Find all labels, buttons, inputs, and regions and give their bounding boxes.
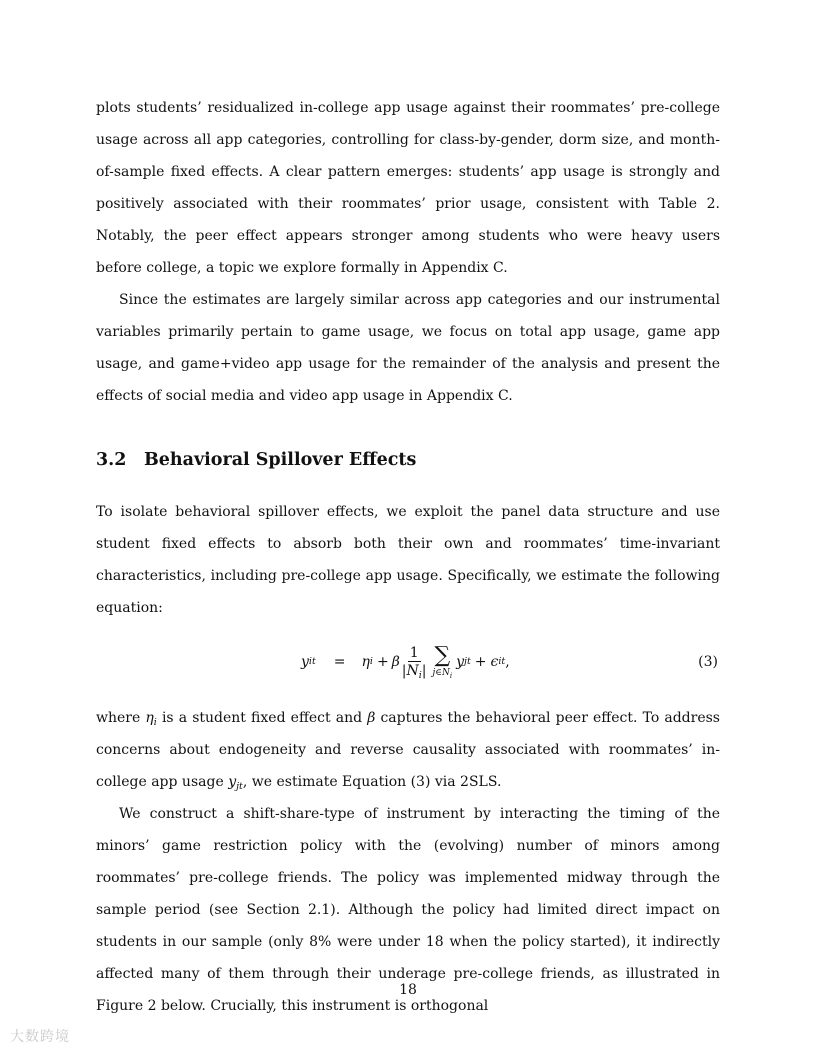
- eq-sum-index: $j\in N_i$: [432, 668, 453, 680]
- section-title: Behavioral Spillover Effects: [144, 450, 417, 470]
- page-number: 18: [399, 982, 417, 998]
- equation-3: [96, 628, 720, 696]
- paragraph-instrument: We construct a shift-share-type of instrument by interacting the timing of the minors’ game restriction policy with the (evolving) number of minors among roommates’ pre-college friends. The policy was implemented midway through the sample period (see Section 2.1). Although the policy had limited direct impact on students in our sample (only 8% were under 18 when the policy started), it indirectly affected many of them through their underage pre-college friends, as illustrated in Figure 2 below. Crucially, this instrument is orthogonal: [96, 806, 720, 1014]
- eq-frac-denominator: $|N_i|$: [401, 662, 427, 681]
- eq-sigma: ∑: [434, 643, 451, 668]
- eq-summation: [433, 645, 453, 679]
- eq-frac-numerator: 1: [409, 644, 419, 661]
- paragraph-results-discussion: plots students’ residualized in-college app usage against their roommates’ pre-college usage across all app categories, controlling for class-by-gender, dorm size, and month-of-sample fixed effects. A clear pattern emerges: students’ app usage is strongly and positively associated with their roommates’ prior usage, consistent with Table 2. Notably, the peer effect appears stronger among students who were heavy users before college, a topic we explore formally in Appendix C.: [96, 100, 720, 276]
- eq-equals: =: [333, 654, 346, 670]
- equation-label: (3): [698, 654, 718, 670]
- eq-plus-1: +: [376, 654, 389, 670]
- page-body: [96, 92, 720, 1022]
- eq-fraction: [402, 645, 427, 680]
- watermark: 大数跨境: [10, 1029, 70, 1045]
- paragraph-method: To isolate behavioral spillover effects, we exploit the panel data structure and use student fixed effects to absorb both their own and roommates’ time-invariant characteristics, including pre-college app usage. Specifically, we estimate the following equation:: [96, 504, 720, 616]
- eq-plus-2: +: [474, 654, 487, 670]
- eq-beta: β: [391, 654, 400, 670]
- equation-body: [301, 628, 510, 696]
- eq-trailing-comma: ,: [505, 654, 510, 670]
- eq-y: y: [456, 654, 465, 670]
- eq-lhs-sub: it: [308, 656, 316, 667]
- eq-y-sub: jt: [464, 656, 471, 667]
- paragraph-equation-explanation: where $\eta_i$ is a student fixed effect and β captures the behavioral peer effect. To address concerns about endogeneity and reverse causality associated with roommates’ in-college app usage $y_{jt}$, we estimate Equation (3) via 2SLS.: [96, 710, 720, 792]
- eq-lhs-y: y: [301, 654, 309, 670]
- section-heading: [96, 440, 720, 480]
- eq-eta-sub: i: [369, 656, 373, 667]
- eq-epsilon: ϵ: [490, 654, 499, 670]
- eq-epsilon-sub: it: [498, 656, 506, 667]
- section-number: 3.2: [96, 450, 127, 470]
- eq-eta: η: [361, 654, 370, 670]
- paragraph-focus-categories: Since the estimates are largely similar across app categories and our instrumental variables primarily pertain to game usage, we focus on total app usage, game app usage, and game+video app usage for the remainder of the analysis and present the effects of social media and video app usage in Appendix C.: [96, 292, 720, 404]
